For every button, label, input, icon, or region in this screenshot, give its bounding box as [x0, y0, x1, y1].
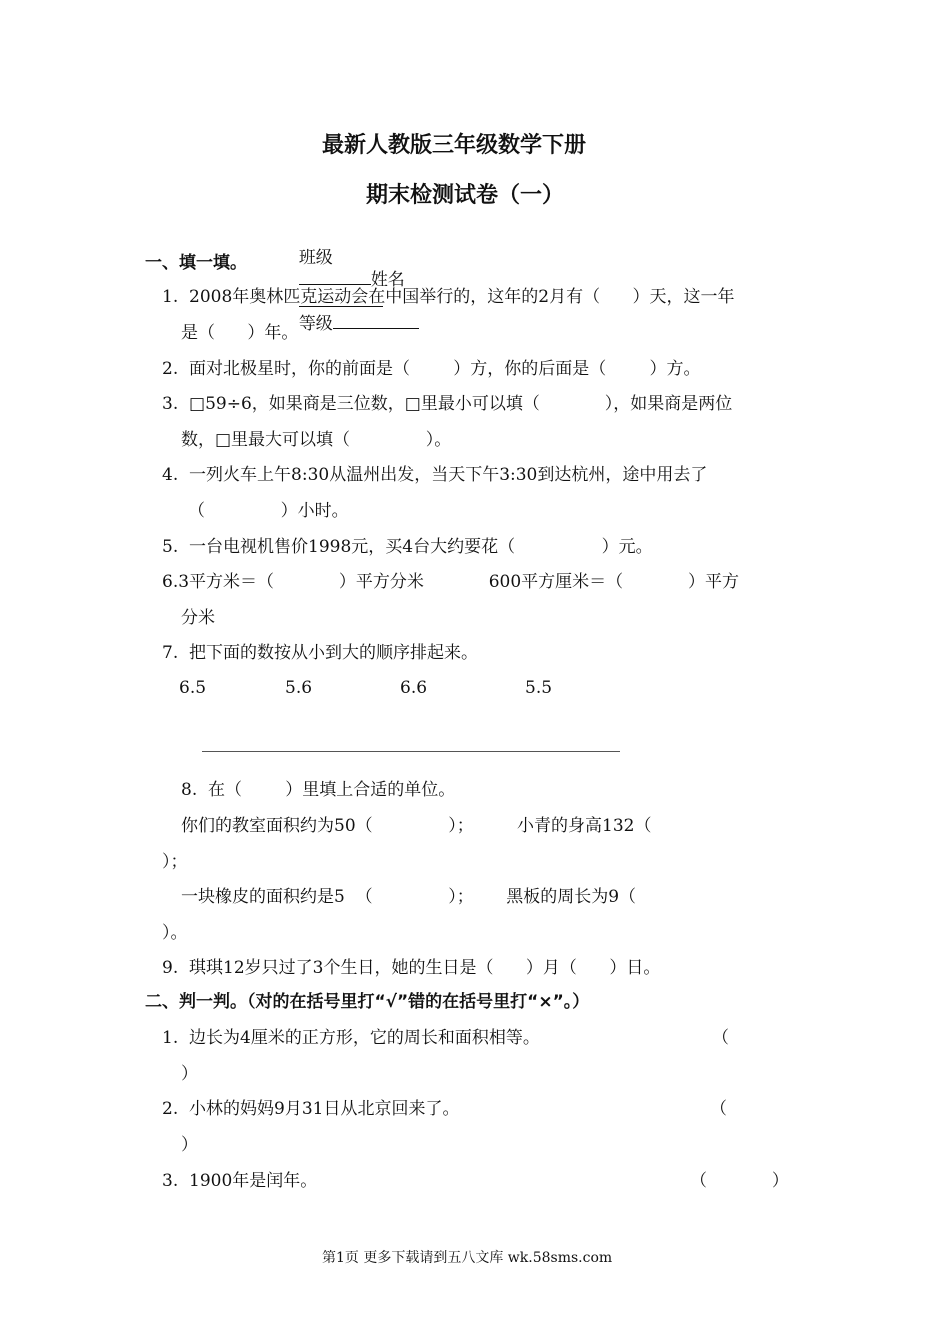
grade-label: 等级 — [298, 314, 333, 334]
q7-answer-line — [202, 751, 620, 752]
q7-number: 6.5 — [179, 678, 207, 698]
judge-3-paren[interactable]: （ ） — [690, 1171, 789, 1191]
section2-heading: 二、判一判。（对的在括号里打“√”错的在括号里打“×”。） — [145, 992, 590, 1012]
q1-line1: 1. 2008年奥林匹克运动会在中国举行的，这年的2月有（ ）天，这一年 — [162, 287, 735, 307]
q8-line-b: ）； — [162, 852, 188, 872]
judge-1-open[interactable]: （ — [712, 1028, 729, 1048]
q8: 8. 在（ ）里填上合适的单位。 — [181, 780, 456, 800]
judge-3: 3. 1900年是闰年。 — [162, 1171, 318, 1191]
header-fields — [288, 228, 419, 334]
q6-line2: 分米 — [181, 608, 215, 628]
q7-number: 5.6 — [285, 678, 313, 698]
page-footer: 第1页 更多下载请到五八文库 wk.58sms.com — [322, 1250, 613, 1266]
q9: 9. 琪琪12岁只过了3个生日，她的生日是（ ）月（ ）日。 — [162, 958, 661, 978]
q5: 5. 一台电视机售价1998元，买4台大约要花（ ）元。 — [162, 537, 653, 557]
q8-line-d: ）。 — [162, 923, 188, 943]
judge-2: 2. 小林的妈妈9月31日从北京回来了。 — [162, 1099, 460, 1119]
q8-line-a: 你们的教室面积约为50（ ）； 小青的身高132（ — [181, 816, 652, 836]
q3-line2: 数，□里最大可以填（ ）。 — [181, 430, 452, 450]
q2: 2. 面对北极星时，你的前面是（ ）方，你的后面是（ ）方。 — [162, 359, 701, 379]
q6-line1: 6.3平方米＝（ ）平方分米 600平方厘米＝（ ）平方 — [162, 572, 740, 592]
q7: 7. 把下面的数按从小到大的顺序排起来。 — [162, 643, 479, 663]
name-label: 姓名 — [370, 270, 405, 290]
q4-line1: 4. 一列火车上午8:30从温州出发，当天下午3:30到达杭州，途中用去了 — [162, 465, 708, 485]
q8-line-c: 一块橡皮的面积约是5 （ ）； 黑板的周长为9（ — [181, 887, 637, 907]
class-label: 班级 — [298, 248, 333, 268]
page-title: 最新人教版三年级数学下册 — [322, 133, 587, 158]
judge-2-open[interactable]: （ — [710, 1099, 727, 1119]
judge-1-close[interactable]: ） — [181, 1064, 198, 1084]
q7-number: 5.5 — [525, 678, 553, 698]
grade-blank[interactable] — [333, 312, 419, 329]
q1-line2: 是（ ）年。 — [181, 323, 299, 343]
q7-number: 6.6 — [400, 678, 428, 698]
page-subtitle: 期末检测试卷（一） — [366, 183, 565, 208]
judge-1: 1. 边长为4厘米的正方形，它的周长和面积相等。 — [162, 1028, 540, 1048]
q4-line2: （ ）小时。 — [188, 501, 349, 521]
section1-heading: 一、填一填。 — [145, 253, 247, 273]
q3-line1: 3. □59÷6，如果商是三位数，□里最小可以填（ ），如果商是两位 — [162, 394, 733, 414]
judge-2-close[interactable]: ） — [181, 1135, 198, 1155]
class-blank[interactable] — [299, 268, 371, 285]
